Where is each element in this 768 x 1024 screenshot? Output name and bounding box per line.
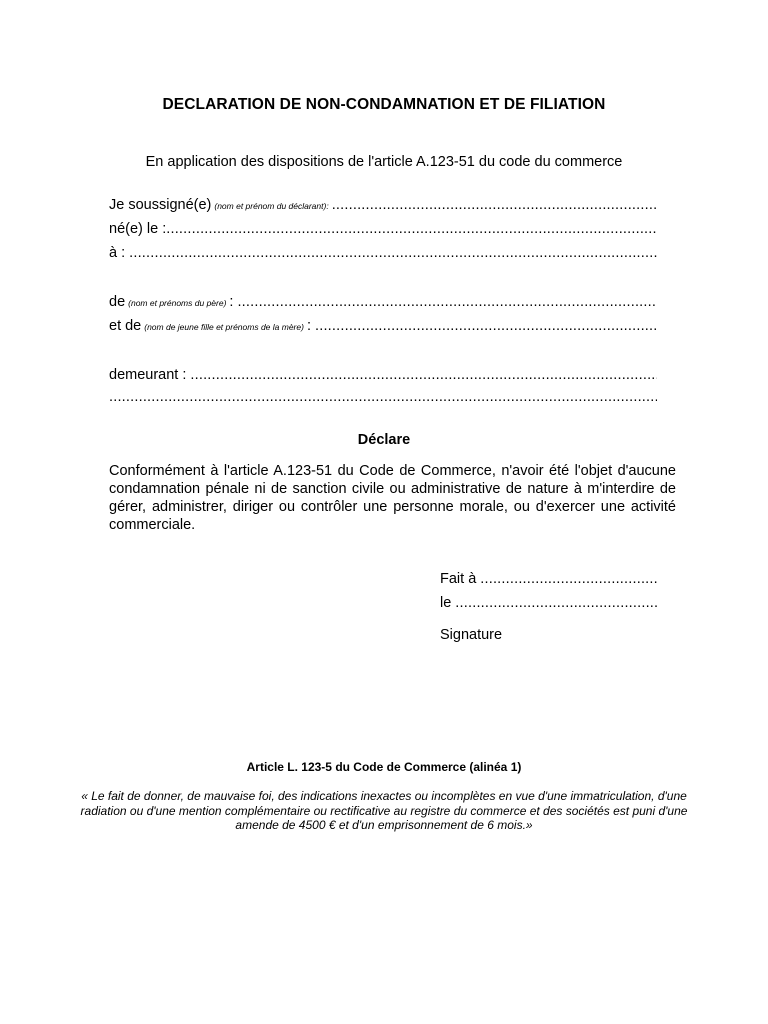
demeurant-label: demeurant : [109, 367, 187, 383]
pere-dotted-line [237, 293, 657, 311]
pere-colon: : [229, 294, 234, 310]
ne-le-label: né(e) le : [109, 221, 167, 237]
field-pere [109, 293, 657, 312]
document-title: DECLARATION DE NON-CONDAMNATION ET DE FILIATION [162, 96, 606, 113]
declare-heading: Déclare [357, 432, 411, 448]
field-fait-a [440, 570, 658, 588]
article-quote: « Le fait de donner, de mauvaise foi, des indications inexactes ou incomplètes en vue d'une immatriculation, d'une radiation ou d'une mention complémentaire ou rectificative au registre du commerce et des sociétés est puni d'une amende de 4500 € et d'un emprisonnement de 6 mois.» [80, 789, 688, 832]
mere-note: (nom de jeune fille et prénoms de la mère) [144, 322, 304, 332]
mere-dotted-line [315, 317, 657, 335]
demeurant-cont-dotted-line [109, 388, 657, 406]
mere-colon: : [306, 318, 311, 334]
field-demeurant-continued [109, 388, 657, 406]
field-le [440, 594, 658, 612]
a-dotted-line [129, 244, 657, 262]
le-dotted-line [455, 594, 658, 612]
field-ne-le [109, 220, 657, 238]
soussigne-dotted-line [332, 196, 657, 214]
le-label: le [440, 595, 452, 611]
signature-label: Signature [440, 627, 503, 643]
pere-note: (nom et prénoms du père) [128, 298, 227, 308]
article-title: Article L. 123-5 du Code de Commerce (alinéa 1) [246, 760, 522, 774]
field-lieu-naissance [109, 244, 657, 262]
field-mere [109, 317, 657, 336]
soussigne-note: (nom et prénom du déclarant): [214, 201, 329, 211]
mere-label: et de [109, 318, 142, 334]
pere-label: de [109, 294, 126, 310]
ne-le-dotted-line [166, 220, 657, 238]
demeurant-dotted-line [190, 366, 657, 384]
a-label: à : [109, 245, 126, 261]
intro-text: En application des dispositions de l'article A.123-51 du code du commerce [145, 154, 623, 170]
field-demeurant [109, 366, 657, 384]
fait-a-dotted-line [480, 570, 658, 588]
fait-a-label: Fait à [440, 571, 477, 587]
soussigne-label: Je soussigné(e) [109, 197, 212, 213]
field-soussigne [109, 196, 657, 215]
declare-paragraph: Conformément à l'article A.123-51 du Code de Commerce, n'avoir été l'objet d'aucune condamnation pénale ni de sanction civile ou administrative de nature à m'interdire de gérer, administrer, diriger ou contrôler une personne morale, ou d'exercer une activité commerciale. [109, 463, 676, 533]
